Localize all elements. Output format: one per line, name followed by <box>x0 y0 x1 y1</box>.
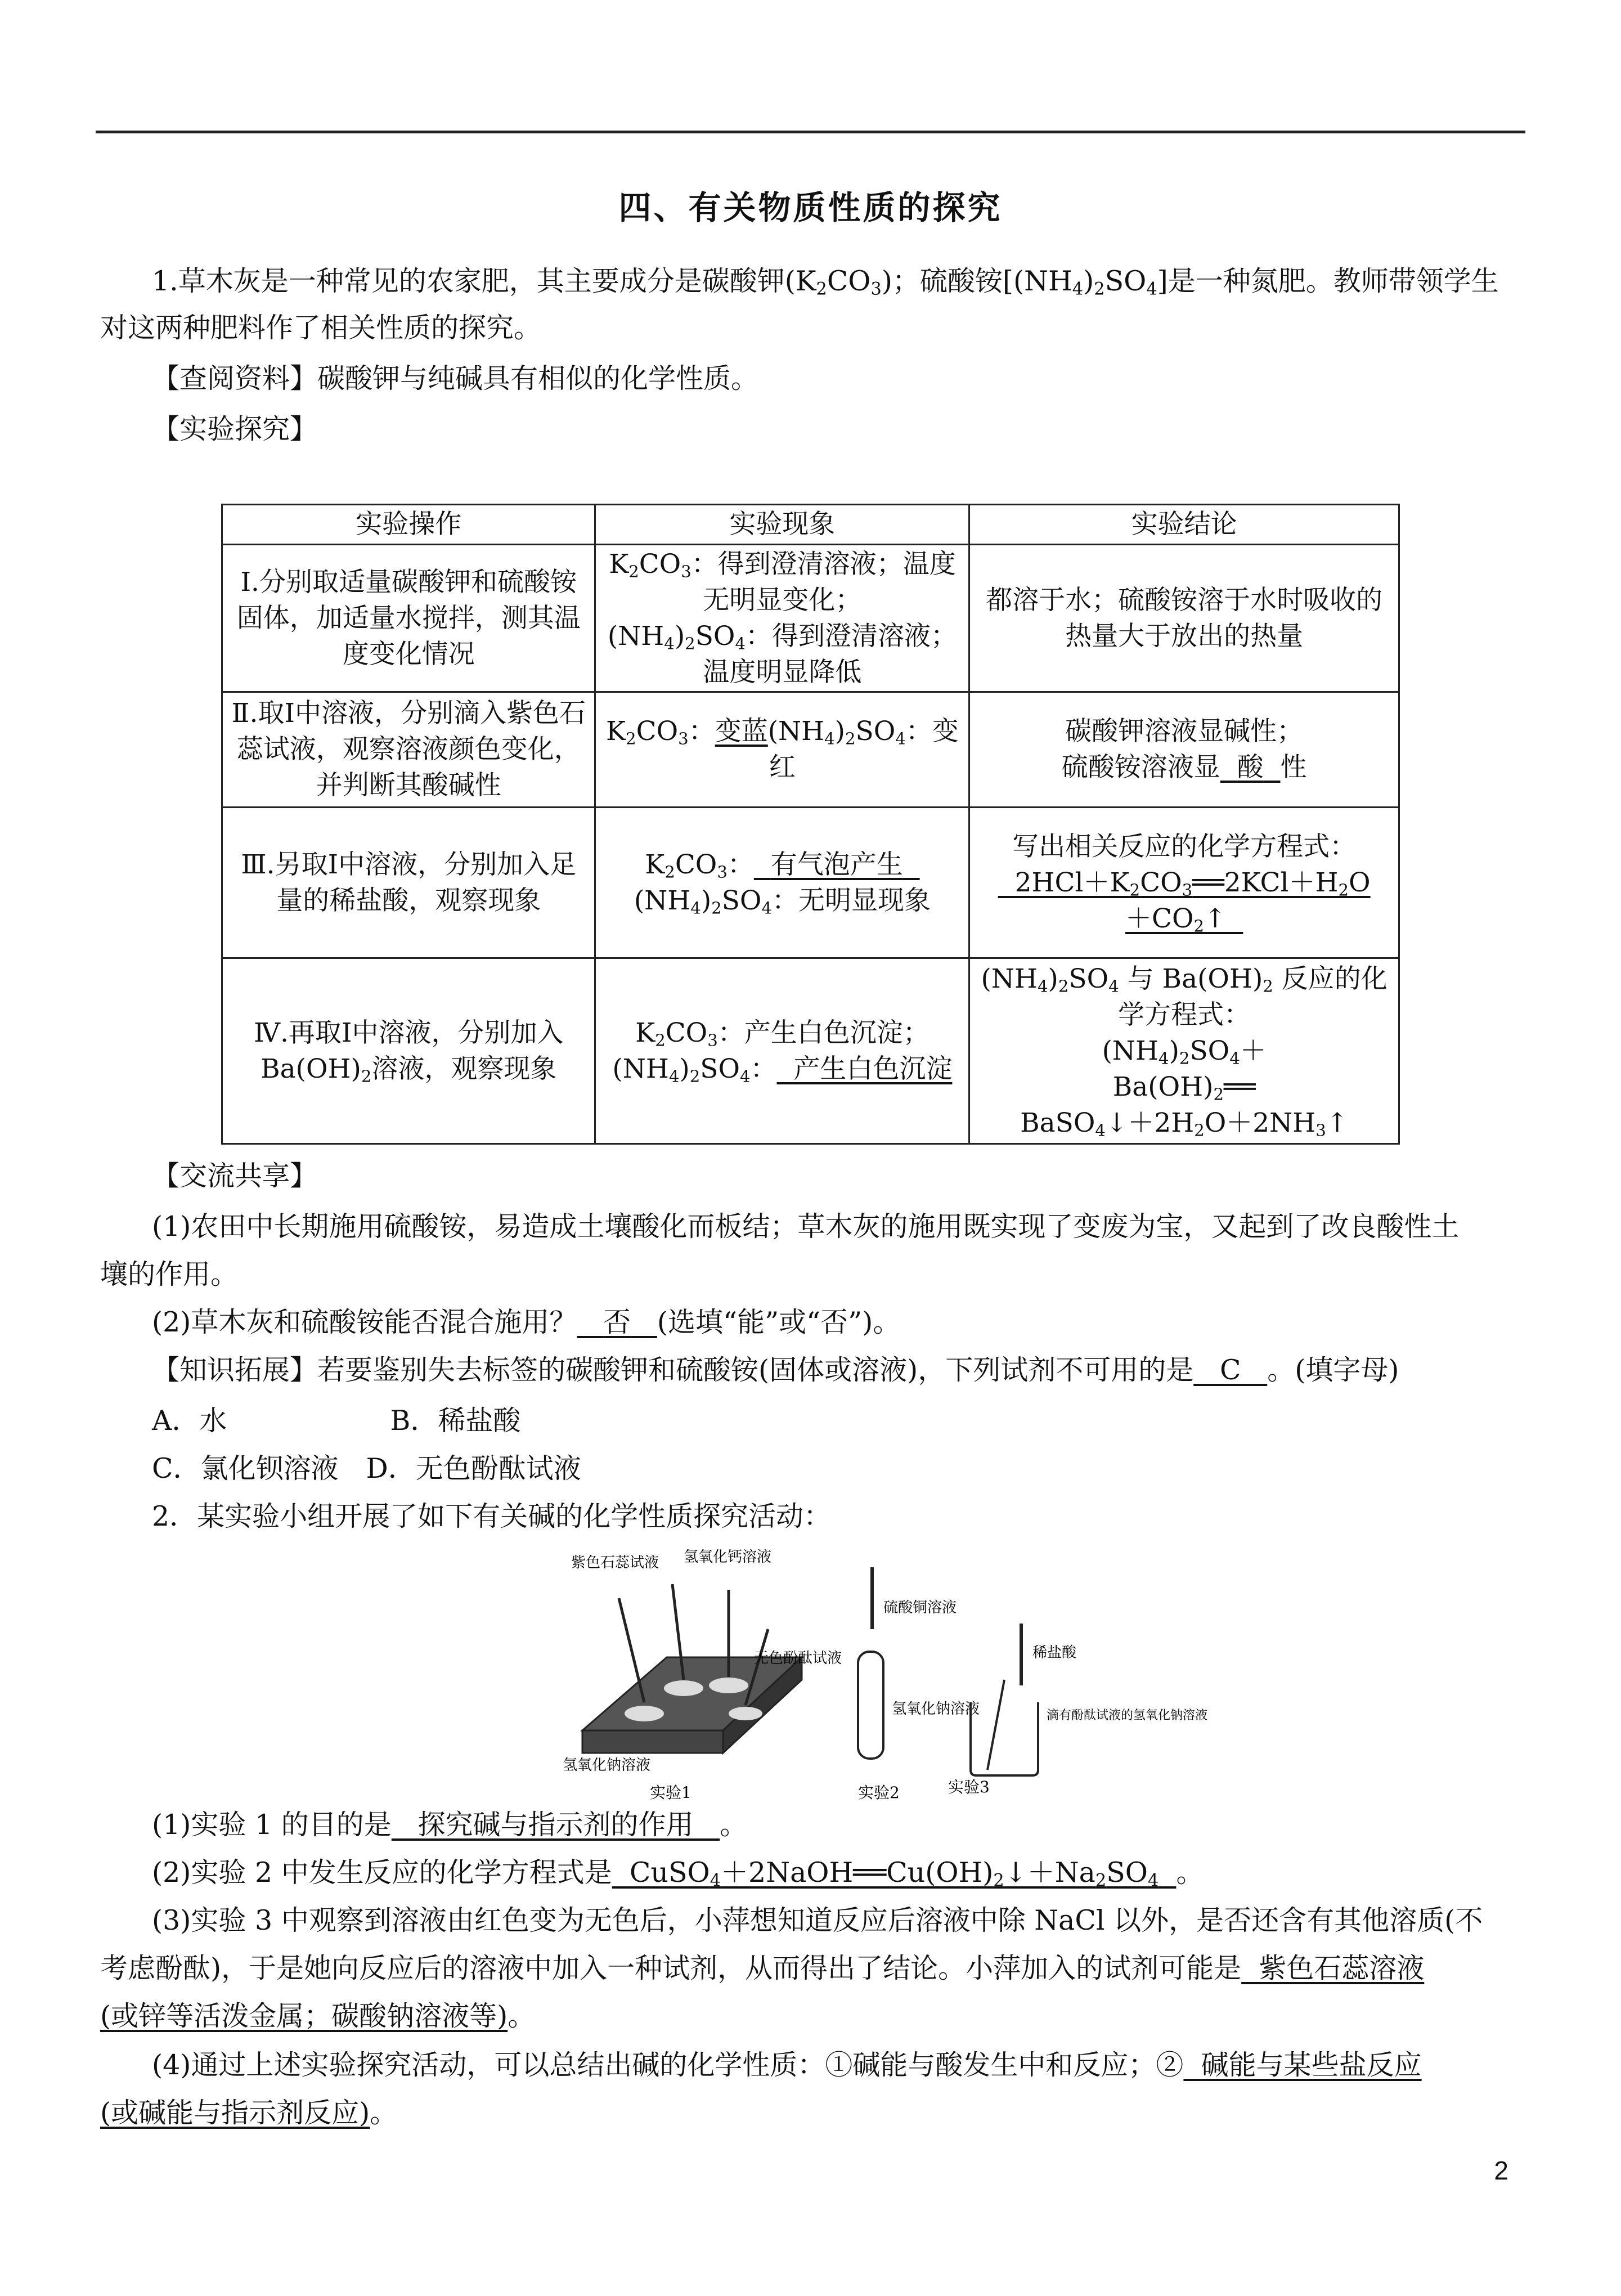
q2-sub4: (4)通过上述实验探究活动，可以总结出碱的化学性质：①碱能与酸发生中和反应；② 碱能与某些盐反应 <box>152 2049 1422 2081</box>
figure-label: 氢氧化钠溶液 <box>892 1701 980 1717</box>
plate-well <box>625 1706 664 1721</box>
table-cell: Ⅲ.另取Ⅰ中溶液，分别加入足量的稀盐酸，观察现象 <box>222 808 595 958</box>
table-cell: $K_2CO_3$： 有气泡产生 $(NH_4)_2SO_4$：无明显现象 <box>595 808 969 958</box>
experiment-table <box>221 504 1400 1145</box>
table-cell: $K_2CO_3$：产生白色沉淀； $(NH_4)_2SO_4$： 产生白色沉淀 <box>595 958 969 1144</box>
q1-options-cd: C．氯化钡溶液 D．无色酚酞试液 <box>152 1452 581 1485</box>
figure-label: 实验3 <box>948 1778 990 1796</box>
table-cell: 碳酸钾溶液显碱性； 硫酸铵溶液显 酸 性 <box>969 692 1399 808</box>
answer-equation: $CuSO_4+2NaOH══Cu(OH)_2↓+Na_2SO_4$ <box>612 1856 1159 1891</box>
table-cell: 都溶于水；硫酸铵溶于水时吸收的热量大于放出的热量 <box>969 545 1399 692</box>
table-cell: $K_2CO_3$：得到澄清溶液；温度 无明显变化； $(NH_4)_2SO_4$：得到澄清溶液； 温度明显降低 <box>595 545 969 692</box>
table-row <box>222 958 1399 1144</box>
table-cell: Ⅱ.取Ⅰ中溶液，分别滴入紫色石蕊试液，观察溶液颜色变化，并判断其酸碱性 <box>222 692 595 808</box>
table-cell: $(NH_4)_2SO_4$ 与 $Ba(OH)_2$ 反应的化学方程式： $(NH_4)_2SO_4+$ $Ba(OH)_2══$ $BaSO_4↓+2H_2O+2NH_3↑$ <box>969 958 1399 1144</box>
answer-blank: C <box>1219 1354 1241 1386</box>
spot-plate-side <box>582 1730 723 1753</box>
figure-label: 无色酚酞试液 <box>754 1650 842 1667</box>
glass-rod <box>987 1680 1004 1770</box>
q2-sub1: (1)实验 1 的目的是 探究碱与指示剂的作用 。 <box>152 1809 748 1841</box>
answer-equation: $2HCl+K_2CO_3══2KCl+H_2O$ $+CO_2↑$ <box>998 867 1371 935</box>
q1-share-1: (1)农田中长期施用硫酸铵，易造成土壤酸化而板结；草木灰的施用既实现了变废为宝，又起到了改良酸性土 <box>152 1210 1460 1243</box>
answer-blank: 紫色石蕊溶液 <box>1259 1952 1425 1984</box>
q1-share-1-cont: 壤的作用。 <box>100 1258 239 1290</box>
table-cell: $K_2CO_3$：变蓝$(NH_4)_2SO_4$：变红 <box>595 692 969 808</box>
q2-sub4-answer: (或碱能与指示剂反应)。 <box>100 2097 398 2129</box>
experiment-illustration <box>560 1545 1208 1804</box>
table-row <box>222 692 1399 808</box>
figure-label: 氢氧化钙溶液 <box>684 1549 772 1566</box>
figure-label: 滴有酚酞试液的氢氧化钠溶液 <box>1047 1708 1208 1723</box>
q1-options-ab: A．水 B．稀盐酸 <box>152 1405 521 1437</box>
answer-blank: 变蓝 <box>715 716 768 747</box>
table-row <box>222 545 1399 692</box>
q1-experiment-label: 【实验探究】 <box>152 413 318 445</box>
section-title: 四、有关物质性质的探究 <box>618 189 1003 227</box>
experiment-figure <box>560 1545 1208 1804</box>
q1-share-2: (2)草木灰和硫酸铵能否混合施用？ 否 (选填“能”或“否”)。 <box>152 1306 901 1338</box>
q2-sub2: (2)实验 2 中发生反应的化学方程式是 $CuSO_4+2NaOH══Cu(OH)_2↓+Na_2SO_4$ 。 <box>152 1856 1204 1891</box>
figure-label: 紫色石蕊试液 <box>571 1554 659 1571</box>
q1-extension: 【知识拓展】若要鉴别失去标签的碳酸钾和硫酸铵(固体或溶液)，下列试剂不可用的是 C 。(填字母) <box>152 1354 1399 1386</box>
answer-blank: 产生白色沉淀 <box>793 1053 953 1084</box>
plate-well <box>664 1680 703 1696</box>
answer-blank: 酸 <box>1237 752 1264 783</box>
q1-share-label: 【交流共享】 <box>152 1160 318 1192</box>
table-row <box>222 808 1399 958</box>
q2-sub3-answer: (或锌等活泼金属；碳酸钠溶液等)。 <box>100 2000 536 2032</box>
q1-intro-cont: 对这两种肥料作了相关性质的探究。 <box>100 312 542 344</box>
page-number: 2 <box>1494 2156 1508 2185</box>
table-header: 实验现象 <box>595 505 969 545</box>
table-cell: 写出相关反应的化学方程式： $2HCl+K_2CO_3══2KCl+H_2O$ $+CO_2↑$ <box>969 808 1399 958</box>
q2-sub3: (3)实验 3 中观察到溶液由红色变为无色后，小萍想知道反应后溶液中除 NaCl 以外，是否还含有其他溶质(不 <box>152 1904 1483 1936</box>
figure-label: 硫酸铜溶液 <box>883 1599 957 1616</box>
figure-label: 实验1 <box>650 1783 691 1802</box>
plate-well <box>729 1707 762 1720</box>
q2-intro: 2．某实验小组开展了如下有关碱的化学性质探究活动： <box>152 1500 832 1532</box>
table-cell: Ⅳ.再取Ⅰ中溶液，分别加入 $Ba(OH)_2$溶液，观察现象 <box>222 958 595 1144</box>
q1-intro: 1.草木灰是一种常见的农家肥，其主要成分是碳酸钾$(K_2CO_3)$；硫酸铵$[(NH_4)_2SO_4]$是一种氮肥。教师带领学生 <box>152 265 1499 299</box>
answer-blank: 有气泡产生 <box>770 849 903 880</box>
table-header: 实验操作 <box>222 505 595 545</box>
answer-blank: 探究碱与指示剂的作用 <box>417 1809 694 1841</box>
answer-blank: 否 <box>603 1306 631 1338</box>
figure-label: 实验2 <box>858 1783 900 1802</box>
answer-blank: (或碱能与指示剂反应) <box>100 2097 370 2129</box>
table-cell: Ⅰ.分别取适量碳酸钾和硫酸铵固体，加适量水搅拌，测其温度变化情况 <box>222 545 595 692</box>
answer-blank: (或锌等活泼金属；碳酸钠溶液等) <box>100 2000 508 2032</box>
table-header: 实验结论 <box>969 505 1399 545</box>
test-tube <box>858 1652 883 1759</box>
header-rule <box>96 131 1525 133</box>
answer-blank: 碱能与某些盐反应 <box>1201 2049 1422 2081</box>
table-header-row <box>222 505 1399 545</box>
figure-label: 氢氧化钠溶液 <box>563 1757 651 1774</box>
plate-well <box>709 1678 748 1693</box>
q1-reference: 【查阅资料】碳酸钾与纯碱具有相似的化学性质。 <box>152 362 759 394</box>
q2-sub3-cont: 考虑酚酞)，于是她向反应后的溶液中加入一种试剂，从而得出了结论。小萍加入的试剂可能是 紫色石蕊溶液 <box>100 1952 1425 1984</box>
figure-label: 稀盐酸 <box>1032 1644 1077 1661</box>
beaker <box>971 1702 1038 1775</box>
